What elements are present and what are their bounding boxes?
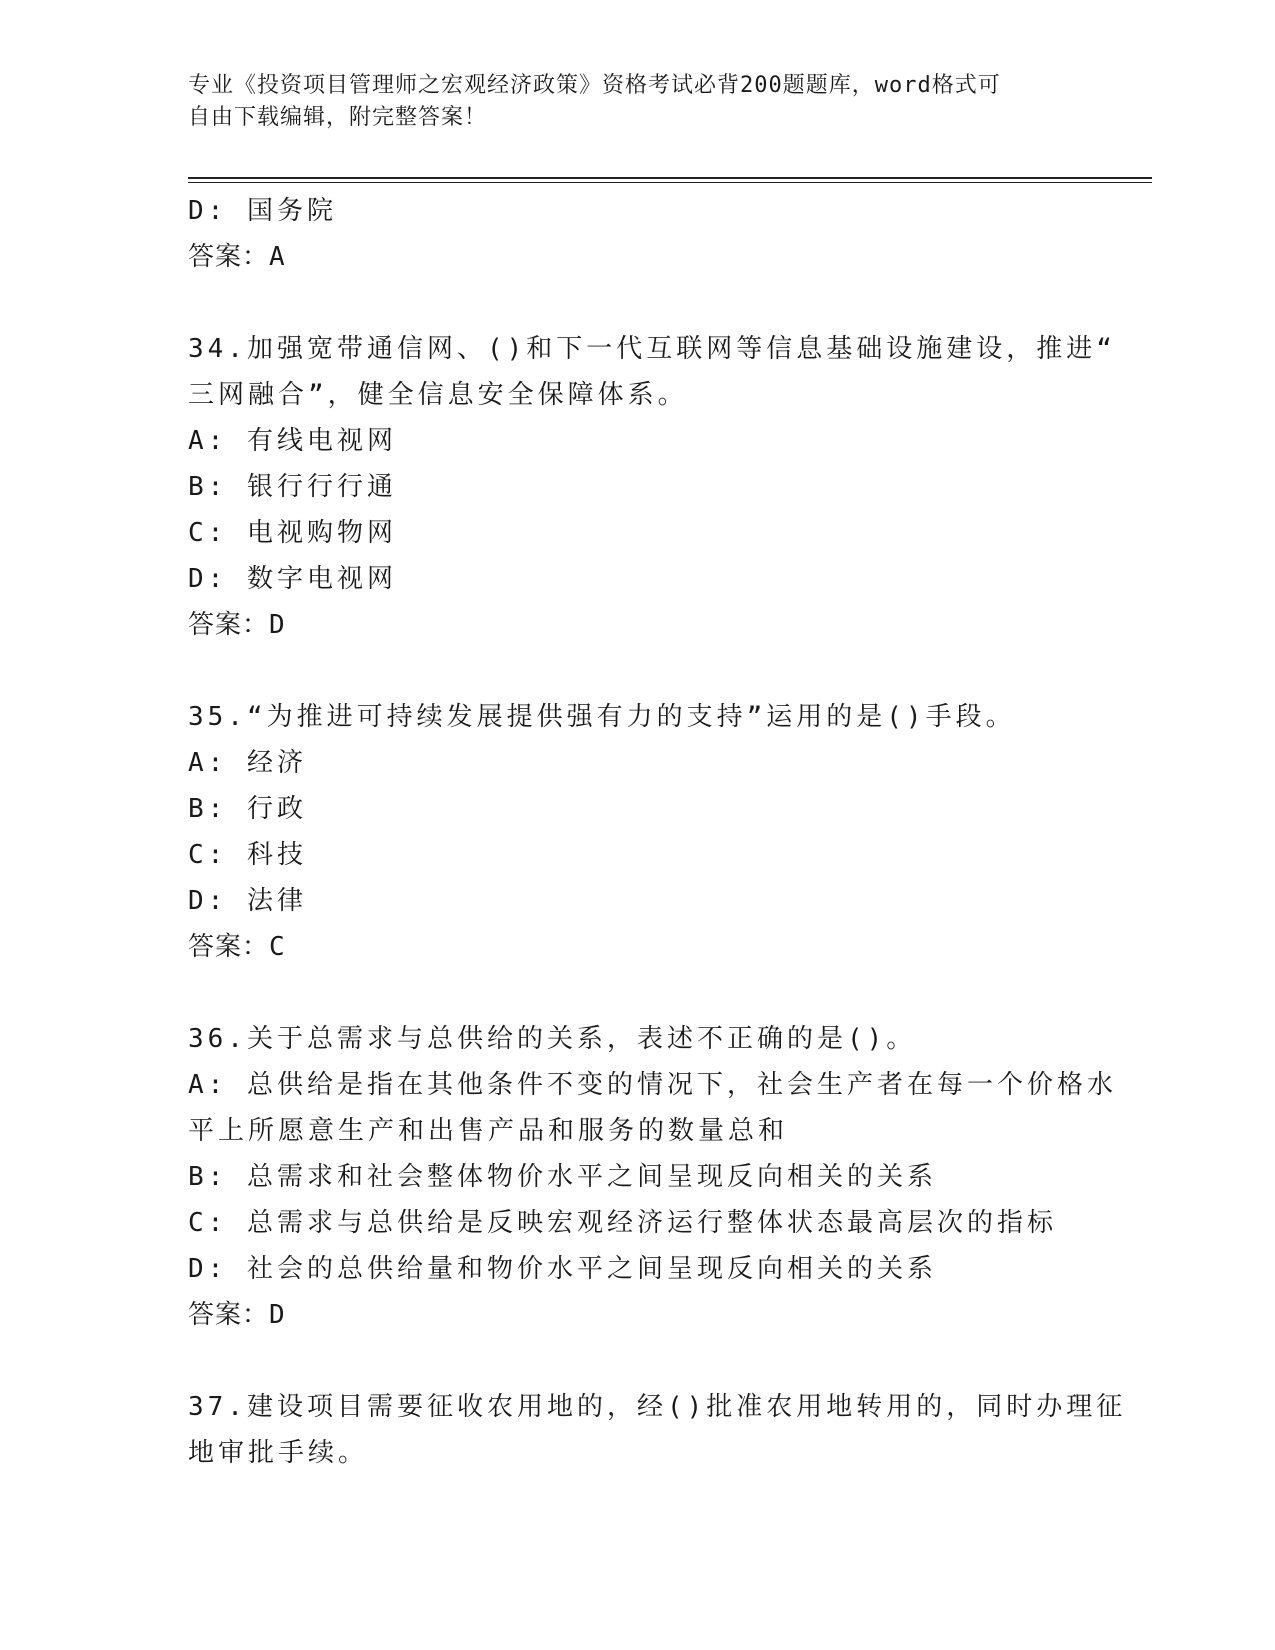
spacer xyxy=(188,280,1088,326)
question-stem: 37.建设项目需要征收农用地的，经()批准农用地转用的，同时办理征 xyxy=(188,1392,1127,1422)
option-b: B: 行政 xyxy=(188,794,307,824)
option-d: D: 法律 xyxy=(188,886,307,916)
option-a: A: 经济 xyxy=(188,748,307,778)
option-d: D: 数字电视网 xyxy=(188,564,397,594)
answer-line: 答案：D xyxy=(188,610,286,640)
question-stem: 35.“为推进可持续发展提供强有力的支持”运用的是()手段。 xyxy=(188,702,1016,732)
option-b: B: 总需求和社会整体物价水平之间呈现反向相关的关系 xyxy=(188,1162,937,1192)
spacer xyxy=(188,1338,1088,1384)
answer-line: 答案：A xyxy=(188,242,286,272)
answer-line: 答案：D xyxy=(188,1300,286,1330)
option-b: B: 银行行行通 xyxy=(188,472,397,502)
option-c: C: 科技 xyxy=(188,840,307,870)
answer-line: 答案：C xyxy=(188,932,286,962)
option-d: D: 国务院 xyxy=(188,196,337,226)
option-c: C: 总需求与总供给是反映宏观经济运行整体状态最高层次的指标 xyxy=(188,1208,1057,1238)
option-c: C: 电视购物网 xyxy=(188,518,397,548)
header-divider xyxy=(188,177,1152,179)
question-block-34 xyxy=(188,326,1116,648)
question-block-35 xyxy=(188,694,1088,970)
header-line-2: 自由下载编辑，附完整答案！ xyxy=(188,105,488,130)
question-block-37 xyxy=(188,1384,1127,1476)
question-stem: 34.加强宽带通信网、()和下一代互联网等信息基础设施建设，推进“ xyxy=(188,334,1116,364)
header-line-1: 专业《投资项目管理师之宏观经济政策》资格考试必背200题题库，word格式可 xyxy=(188,73,1001,98)
question-stem-continued: 地审批手续。 xyxy=(188,1438,369,1468)
option-a: A: 有线电视网 xyxy=(188,426,397,456)
spacer xyxy=(188,648,1088,694)
question-stem-continued: 三网融合”，健全信息安全保障体系。 xyxy=(188,380,688,410)
spacer xyxy=(188,970,1088,1016)
header-divider-thin xyxy=(188,182,1152,183)
question-block-36 xyxy=(188,1016,1117,1338)
page-header xyxy=(188,70,1068,134)
question-stem: 36.关于总需求与总供给的关系，表述不正确的是()。 xyxy=(188,1024,917,1054)
option-a: A: 总供给是指在其他条件不变的情况下，社会生产者在每一个价格水 xyxy=(188,1070,1117,1100)
question-block-33 xyxy=(188,188,1088,280)
option-d: D: 社会的总供给量和物价水平之间呈现反向相关的关系 xyxy=(188,1254,937,1284)
option-a-continued: 平上所愿意生产和出售产品和服务的数量总和 xyxy=(188,1116,789,1146)
question-content xyxy=(188,188,1127,1476)
